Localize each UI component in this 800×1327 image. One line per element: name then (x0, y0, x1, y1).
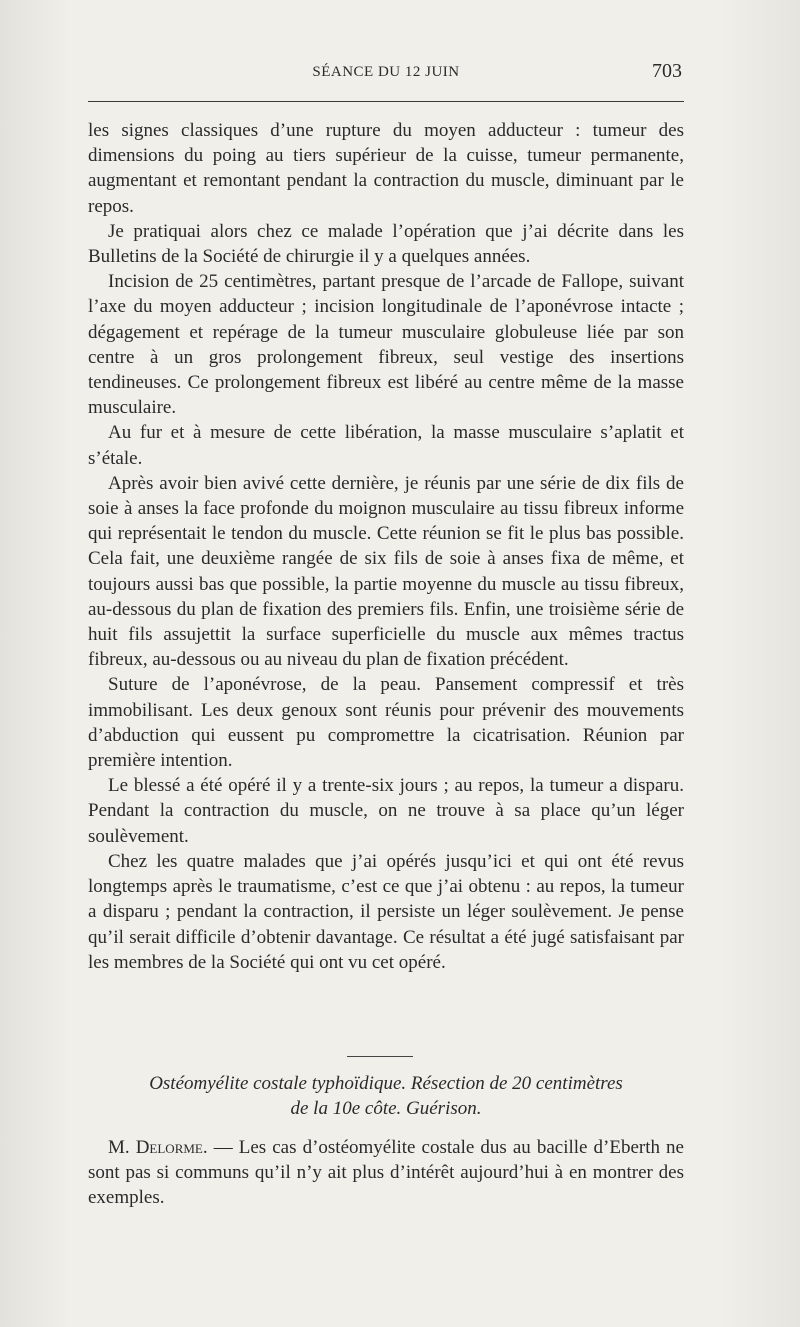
section-title-line-1: Ostéomyélite costale typhoïdique. Résection de 20 centimètres (149, 1073, 623, 1094)
page-edge-shadow-right (720, 0, 800, 1327)
paragraph: Chez les quatre malades que j’ai opérés jusqu’ici et qui ont été revus longtemps après le traumatisme, c’est ce que j’ai obtenu : au repos, la tumeur a disparu ; pendant la contraction, il persiste un léger soulèvement. Je pense qu’il serait difficile d’obtenir davantage. Ce résultat a été jugé satisfaisant par les membres de la Société qui ont vu cet opéré. (88, 850, 684, 973)
paragraph: les signes classiques d’une rupture du moyen adducteur : tumeur des dimensions du poing au tiers supérieur de la cuisse, tumeur permanente, augmentant et remontant pendant la contraction du muscle, diminuant par le repos. (88, 120, 684, 217)
paragraph: Le blessé a été opéré il y a trente-six jours ; au repos, la tumeur a disparu. Pendant la contraction du muscle, on ne trouve à sa place qu’un léger soulèvement. (88, 775, 684, 847)
paragraph: Après avoir bien avivé cette dernière, je réunis par une série de dix fils de soie à anses la face profonde du moignon musculaire au tissu fibreux informe qui représentait le tendon du muscle. Cette réunion se fit le plus bas possible. Cela fait, une deuxième rangée de six fils de soie à anses fixa de même, et toujours aussi bas que possible, la partie moyenne du muscle au tissu fibreux, au-dessous du plan de fixation des premiers fils. Enfin, une troisième série de huit fils assujettit la surface superficielle du muscle aux mêmes tractus fibreux, au-dessous ou au niveau du plan de fixation précédent. (88, 472, 684, 671)
section-title-line-2: de la 10e côte. Guérison. (290, 1098, 482, 1119)
page-number: 703 (652, 60, 682, 82)
paragraph: Incision de 25 centimètres, partant presque de l’arcade de Fallope, suivant l’axe du moyen adducteur ; incision longitudinale de l’aponévrose intacte ; dégagement et repérage de la tumeur musculaire globuleuse liée par son centre à un gros prolongement fibreux, seul vestige des insertions tendineuses. Ce prolongement fibreux est libéré au centre même de la masse musculaire. (88, 271, 684, 419)
paragraph: Je pratiquai alors chez ce malade l’opération que j’ai décrite dans les Bulletins de la Société de chirurgie il y a quelques années. (88, 220, 684, 268)
paragraph: Au fur et à mesure de cette libération, la masse musculaire s’aplatit et s’étale. (88, 422, 684, 469)
paragraph: Suture de l’aponévrose, de la peau. Pansement compressif et très immobilisant. Les deux genoux sont réunis pour prévenir des mouvements d’abduction qui eussent pu compromettre la cicatrisation. Réunion par première intention. (88, 674, 684, 772)
section-divider (347, 1056, 413, 1057)
closing-paragraph (88, 1135, 684, 1211)
speaker-name: M. Delorme. (108, 1137, 208, 1158)
page-edge-shadow-left (0, 0, 70, 1327)
section-title (88, 1071, 684, 1121)
running-title: SÉANCE DU 12 JUIN (312, 64, 460, 80)
body-text (88, 118, 684, 975)
running-head (88, 60, 684, 90)
closing-paragraph-text: — Les cas d’ostéomyélite costale dus au bacille d’Eberth ne sont pas si communs qu’il n’y ait plus d’intérêt aujourd’hui à en montrer des exemples. (88, 1137, 684, 1209)
header-rule (88, 101, 684, 102)
closing-text (88, 1135, 684, 1211)
